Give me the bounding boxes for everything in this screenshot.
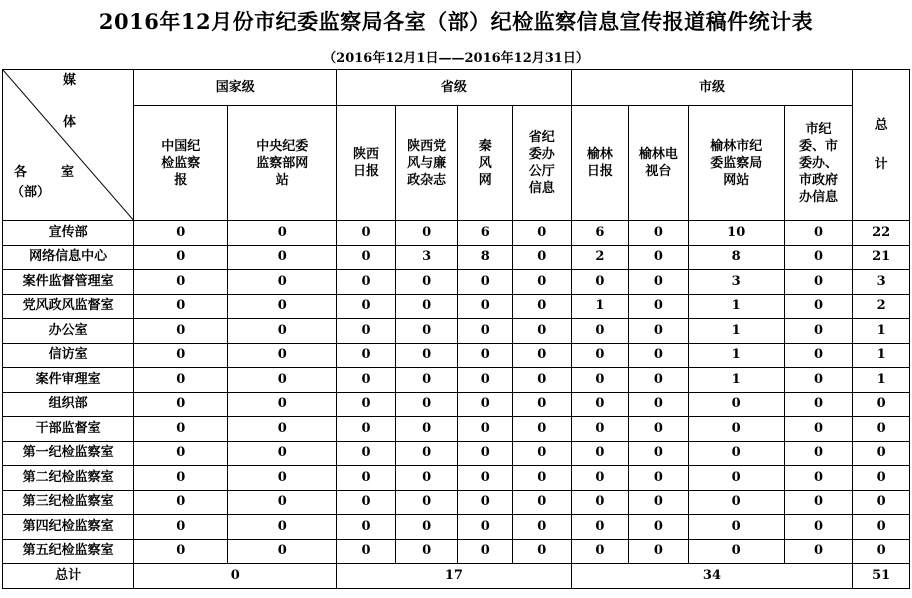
cell-col-shaanxi-daily: 0 <box>337 392 396 417</box>
cell-col-yulin-tv: 0 <box>629 319 689 344</box>
col-shaanxi-party-magazine-header <box>395 106 458 221</box>
total-grand: 51 <box>853 564 910 589</box>
cell-col-china-discipline-news: 0 <box>134 539 228 564</box>
cell-col-qinfeng-net: 0 <box>458 368 513 393</box>
cell-col-city-office-info: 0 <box>784 441 853 466</box>
cell-col-yulin-daily: 0 <box>571 368 629 393</box>
table-row <box>3 245 910 270</box>
row-total: 1 <box>853 319 910 344</box>
total-column-header <box>853 70 910 221</box>
cell-col-ccdi-website: 0 <box>228 343 337 368</box>
page-title: 2016年12月份市纪委监察局各室（部）纪检监察信息宣传报道稿件统计表 <box>98 9 814 34</box>
corner-label-media-1: 媒 <box>63 73 77 88</box>
cell-col-yulin-tv: 0 <box>629 441 689 466</box>
row-total: 21 <box>853 245 910 270</box>
cell-col-shaanxi-party-magazine: 0 <box>395 368 458 393</box>
cell-col-shaanxi-daily: 0 <box>337 490 396 515</box>
cell-col-shaanxi-daily: 0 <box>337 466 396 491</box>
cell-col-city-office-info: 0 <box>784 245 853 270</box>
cell-col-shaanxi-daily: 0 <box>337 221 396 246</box>
row-dept-name: 办公室 <box>3 319 134 344</box>
cell-col-yulin-daily: 0 <box>571 515 629 540</box>
cell-col-ccdi-website: 0 <box>228 368 337 393</box>
cell-col-qinfeng-net: 0 <box>458 466 513 491</box>
cell-col-yulin-tv: 0 <box>629 221 689 246</box>
table-row <box>3 539 910 564</box>
col-ccdi-website-header <box>228 106 337 221</box>
table-row <box>3 343 910 368</box>
col-qinfeng-net-header <box>458 106 513 221</box>
cell-col-yulin-ccdi-website: 10 <box>688 221 784 246</box>
row-dept-name: 第二纪检监察室 <box>3 466 134 491</box>
cell-col-qinfeng-net: 8 <box>458 245 513 270</box>
row-dept-name: 第四纪检监察室 <box>3 515 134 540</box>
column-header-label: 省纪委办公厅信息 <box>528 130 555 196</box>
cell-col-city-office-info: 0 <box>784 417 853 442</box>
cell-col-yulin-daily: 0 <box>571 270 629 295</box>
row-total: 1 <box>853 368 910 393</box>
cell-col-yulin-tv: 0 <box>629 539 689 564</box>
cell-col-qinfeng-net: 0 <box>458 515 513 540</box>
cell-col-shaanxi-party-magazine: 0 <box>395 515 458 540</box>
corner-label-media-2: 体 <box>63 115 77 130</box>
cell-col-ccdi-website: 0 <box>228 490 337 515</box>
cell-col-shaanxi-party-magazine: 0 <box>395 392 458 417</box>
cell-col-ccdi-website: 0 <box>228 515 337 540</box>
col-yulin-ccdi-website-header <box>688 106 784 221</box>
cell-col-ccdi-website: 0 <box>228 245 337 270</box>
cell-col-yulin-ccdi-website: 0 <box>688 392 784 417</box>
total-row <box>3 564 910 589</box>
cell-col-shaanxi-daily: 0 <box>337 319 396 344</box>
cell-col-shaanxi-party-magazine: 0 <box>395 441 458 466</box>
row-total: 0 <box>853 417 910 442</box>
cell-col-provincial-office-info: 0 <box>513 417 572 442</box>
column-header-label: 陕西党风与廉政杂志 <box>407 138 447 188</box>
cell-col-provincial-office-info: 0 <box>513 539 572 564</box>
total-provincial: 17 <box>337 564 571 589</box>
cell-col-city-office-info: 0 <box>784 319 853 344</box>
table-row <box>3 368 910 393</box>
cell-col-qinfeng-net: 0 <box>458 490 513 515</box>
row-total: 3 <box>853 270 910 295</box>
cell-col-yulin-tv: 0 <box>629 270 689 295</box>
cell-col-shaanxi-daily: 0 <box>337 368 396 393</box>
row-dept-name: 宣传部 <box>3 221 134 246</box>
cell-col-qinfeng-net: 0 <box>458 441 513 466</box>
cell-col-city-office-info: 0 <box>784 221 853 246</box>
row-dept-name: 网络信息中心 <box>3 245 134 270</box>
row-dept-name: 党风政风监督室 <box>3 294 134 319</box>
cell-col-shaanxi-daily: 0 <box>337 343 396 368</box>
cell-col-china-discipline-news: 0 <box>134 319 228 344</box>
cell-col-yulin-tv: 0 <box>629 294 689 319</box>
table-row <box>3 515 910 540</box>
column-header-row <box>3 106 910 221</box>
cell-col-shaanxi-daily: 0 <box>337 417 396 442</box>
table-row <box>3 441 910 466</box>
cell-col-yulin-daily: 0 <box>571 466 629 491</box>
corner-label-dept-2: 室 <box>61 165 75 180</box>
cell-col-yulin-ccdi-website: 0 <box>688 417 784 442</box>
cell-col-shaanxi-party-magazine: 0 <box>395 270 458 295</box>
row-total: 2 <box>853 294 910 319</box>
cell-col-city-office-info: 0 <box>784 392 853 417</box>
cell-col-china-discipline-news: 0 <box>134 221 228 246</box>
col-provincial-office-info-header <box>513 106 572 221</box>
cell-col-shaanxi-daily: 0 <box>337 441 396 466</box>
group-header-city: 市级 <box>571 70 853 106</box>
cell-col-provincial-office-info: 0 <box>513 368 572 393</box>
row-dept-name: 信访室 <box>3 343 134 368</box>
row-dept-name: 第五纪检监察室 <box>3 539 134 564</box>
total-national: 0 <box>134 564 337 589</box>
cell-col-city-office-info: 0 <box>784 539 853 564</box>
table-row <box>3 392 910 417</box>
cell-col-china-discipline-news: 0 <box>134 294 228 319</box>
cell-col-china-discipline-news: 0 <box>134 417 228 442</box>
cell-col-city-office-info: 0 <box>784 368 853 393</box>
cell-col-shaanxi-party-magazine: 3 <box>395 245 458 270</box>
cell-col-ccdi-website: 0 <box>228 466 337 491</box>
corner-diagonal-header <box>3 70 134 221</box>
cell-col-provincial-office-info: 0 <box>513 245 572 270</box>
cell-col-yulin-tv: 0 <box>629 466 689 491</box>
table-row <box>3 466 910 491</box>
row-total: 22 <box>853 221 910 246</box>
col-yulin-daily-header <box>571 106 629 221</box>
table-row <box>3 319 910 344</box>
table-row <box>3 221 910 246</box>
cell-col-yulin-daily: 6 <box>571 221 629 246</box>
cell-col-yulin-ccdi-website: 0 <box>688 515 784 540</box>
cell-col-shaanxi-daily: 0 <box>337 515 396 540</box>
cell-col-yulin-ccdi-website: 1 <box>688 343 784 368</box>
column-header-label: 中国纪检监察报 <box>161 138 201 188</box>
cell-col-ccdi-website: 0 <box>228 441 337 466</box>
column-header-label: 市纪委、市委办、市政府办信息 <box>799 121 839 205</box>
row-dept-name: 第一纪检监察室 <box>3 441 134 466</box>
row-dept-name: 案件监督管理室 <box>3 270 134 295</box>
table-body <box>3 221 910 564</box>
cell-col-shaanxi-party-magazine: 0 <box>395 466 458 491</box>
row-total: 0 <box>853 490 910 515</box>
cell-col-shaanxi-daily: 0 <box>337 294 396 319</box>
cell-col-city-office-info: 0 <box>784 294 853 319</box>
cell-col-yulin-tv: 0 <box>629 392 689 417</box>
cell-col-qinfeng-net: 0 <box>458 343 513 368</box>
cell-col-provincial-office-info: 0 <box>513 515 572 540</box>
col-shaanxi-daily-header <box>337 106 396 221</box>
group-header-provincial: 省级 <box>337 70 571 106</box>
column-header-label: 榆林日报 <box>586 147 613 179</box>
cell-col-shaanxi-daily: 0 <box>337 245 396 270</box>
row-total: 0 <box>853 539 910 564</box>
cell-col-china-discipline-news: 0 <box>134 245 228 270</box>
cell-col-yulin-daily: 0 <box>571 319 629 344</box>
cell-col-qinfeng-net: 0 <box>458 319 513 344</box>
cell-col-yulin-daily: 0 <box>571 441 629 466</box>
total-city: 34 <box>571 564 853 589</box>
cell-col-china-discipline-news: 0 <box>134 368 228 393</box>
cell-col-yulin-ccdi-website: 1 <box>688 294 784 319</box>
column-header-label: 榆林市纪委监察局网站 <box>710 138 763 188</box>
cell-col-ccdi-website: 0 <box>228 294 337 319</box>
cell-col-ccdi-website: 0 <box>228 417 337 442</box>
cell-col-provincial-office-info: 0 <box>513 294 572 319</box>
cell-col-yulin-tv: 0 <box>629 343 689 368</box>
cell-col-shaanxi-party-magazine: 0 <box>395 294 458 319</box>
cell-col-yulin-daily: 0 <box>571 343 629 368</box>
cell-col-china-discipline-news: 0 <box>134 515 228 540</box>
total-header-char: 计 <box>874 156 888 172</box>
row-dept-name: 组织部 <box>3 392 134 417</box>
cell-col-yulin-ccdi-website: 0 <box>688 466 784 491</box>
cell-col-china-discipline-news: 0 <box>134 466 228 491</box>
cell-col-qinfeng-net: 0 <box>458 417 513 442</box>
cell-col-yulin-tv: 0 <box>629 417 689 442</box>
table-row <box>3 490 910 515</box>
row-total: 0 <box>853 392 910 417</box>
cell-col-provincial-office-info: 0 <box>513 319 572 344</box>
col-city-office-info-header <box>784 106 853 221</box>
group-header-national: 国家级 <box>134 70 337 106</box>
cell-col-yulin-ccdi-website: 8 <box>688 245 784 270</box>
col-yulin-tv-header <box>629 106 689 221</box>
cell-col-shaanxi-party-magazine: 0 <box>395 343 458 368</box>
cell-col-provincial-office-info: 0 <box>513 490 572 515</box>
cell-col-shaanxi-party-magazine: 0 <box>395 417 458 442</box>
row-total: 0 <box>853 466 910 491</box>
table-row <box>3 294 910 319</box>
cell-col-shaanxi-party-magazine: 0 <box>395 490 458 515</box>
column-header-label: 中央纪委监察部网站 <box>256 138 309 188</box>
cell-col-city-office-info: 0 <box>784 466 853 491</box>
column-header-label: 陕西日报 <box>353 147 380 179</box>
total-row-label: 总计 <box>3 564 134 589</box>
cell-col-china-discipline-news: 0 <box>134 343 228 368</box>
cell-col-yulin-tv: 0 <box>629 515 689 540</box>
cell-col-yulin-tv: 0 <box>629 368 689 393</box>
cell-col-shaanxi-daily: 0 <box>337 270 396 295</box>
row-total: 0 <box>853 441 910 466</box>
cell-col-yulin-ccdi-website: 1 <box>688 368 784 393</box>
cell-col-qinfeng-net: 6 <box>458 221 513 246</box>
corner-label-dept-1: 各 <box>14 165 28 180</box>
cell-col-china-discipline-news: 0 <box>134 270 228 295</box>
cell-col-provincial-office-info: 0 <box>513 392 572 417</box>
cell-col-ccdi-website: 0 <box>228 221 337 246</box>
column-header-label: 秦风网 <box>478 138 492 188</box>
cell-col-provincial-office-info: 0 <box>513 270 572 295</box>
cell-col-qinfeng-net: 0 <box>458 270 513 295</box>
cell-col-ccdi-website: 0 <box>228 539 337 564</box>
cell-col-ccdi-website: 0 <box>228 392 337 417</box>
col-china-discipline-news-header <box>134 106 228 221</box>
cell-col-yulin-tv: 0 <box>629 245 689 270</box>
statistics-table <box>2 69 910 589</box>
row-dept-name: 干部监督室 <box>3 417 134 442</box>
cell-col-yulin-ccdi-website: 1 <box>688 319 784 344</box>
cell-col-qinfeng-net: 0 <box>458 539 513 564</box>
cell-col-yulin-daily: 2 <box>571 245 629 270</box>
cell-col-yulin-ccdi-website: 0 <box>688 539 784 564</box>
cell-col-provincial-office-info: 0 <box>513 441 572 466</box>
cell-col-yulin-tv: 0 <box>629 490 689 515</box>
table-row <box>3 417 910 442</box>
row-total: 1 <box>853 343 910 368</box>
cell-col-city-office-info: 0 <box>784 343 853 368</box>
cell-col-yulin-ccdi-website: 0 <box>688 441 784 466</box>
cell-col-city-office-info: 0 <box>784 515 853 540</box>
cell-col-qinfeng-net: 0 <box>458 294 513 319</box>
corner-label-dept-3: （部） <box>11 185 51 200</box>
cell-col-provincial-office-info: 0 <box>513 221 572 246</box>
cell-col-china-discipline-news: 0 <box>134 490 228 515</box>
total-header-char: 总 <box>874 117 888 133</box>
cell-col-city-office-info: 0 <box>784 270 853 295</box>
cell-col-shaanxi-party-magazine: 0 <box>395 221 458 246</box>
cell-col-provincial-office-info: 0 <box>513 343 572 368</box>
row-dept-name: 案件审理室 <box>3 368 134 393</box>
cell-col-yulin-daily: 0 <box>571 417 629 442</box>
cell-col-yulin-daily: 1 <box>571 294 629 319</box>
cell-col-china-discipline-news: 0 <box>134 392 228 417</box>
row-dept-name: 第三纪检监察室 <box>3 490 134 515</box>
cell-col-yulin-daily: 0 <box>571 539 629 564</box>
cell-col-yulin-daily: 0 <box>571 490 629 515</box>
cell-col-yulin-ccdi-website: 3 <box>688 270 784 295</box>
cell-col-qinfeng-net: 0 <box>458 392 513 417</box>
cell-col-shaanxi-daily: 0 <box>337 539 396 564</box>
row-total: 0 <box>853 515 910 540</box>
cell-col-ccdi-website: 0 <box>228 319 337 344</box>
cell-col-yulin-ccdi-website: 0 <box>688 490 784 515</box>
cell-col-yulin-daily: 0 <box>571 392 629 417</box>
cell-col-provincial-office-info: 0 <box>513 466 572 491</box>
cell-col-shaanxi-party-magazine: 0 <box>395 539 458 564</box>
table-row <box>3 270 910 295</box>
cell-col-shaanxi-party-magazine: 0 <box>395 319 458 344</box>
column-header-label: 榆林电视台 <box>638 147 678 179</box>
date-range: （2016年12月1日——2016年12月31日） <box>323 51 589 66</box>
cell-col-china-discipline-news: 0 <box>134 441 228 466</box>
cell-col-ccdi-website: 0 <box>228 270 337 295</box>
cell-col-city-office-info: 0 <box>784 490 853 515</box>
